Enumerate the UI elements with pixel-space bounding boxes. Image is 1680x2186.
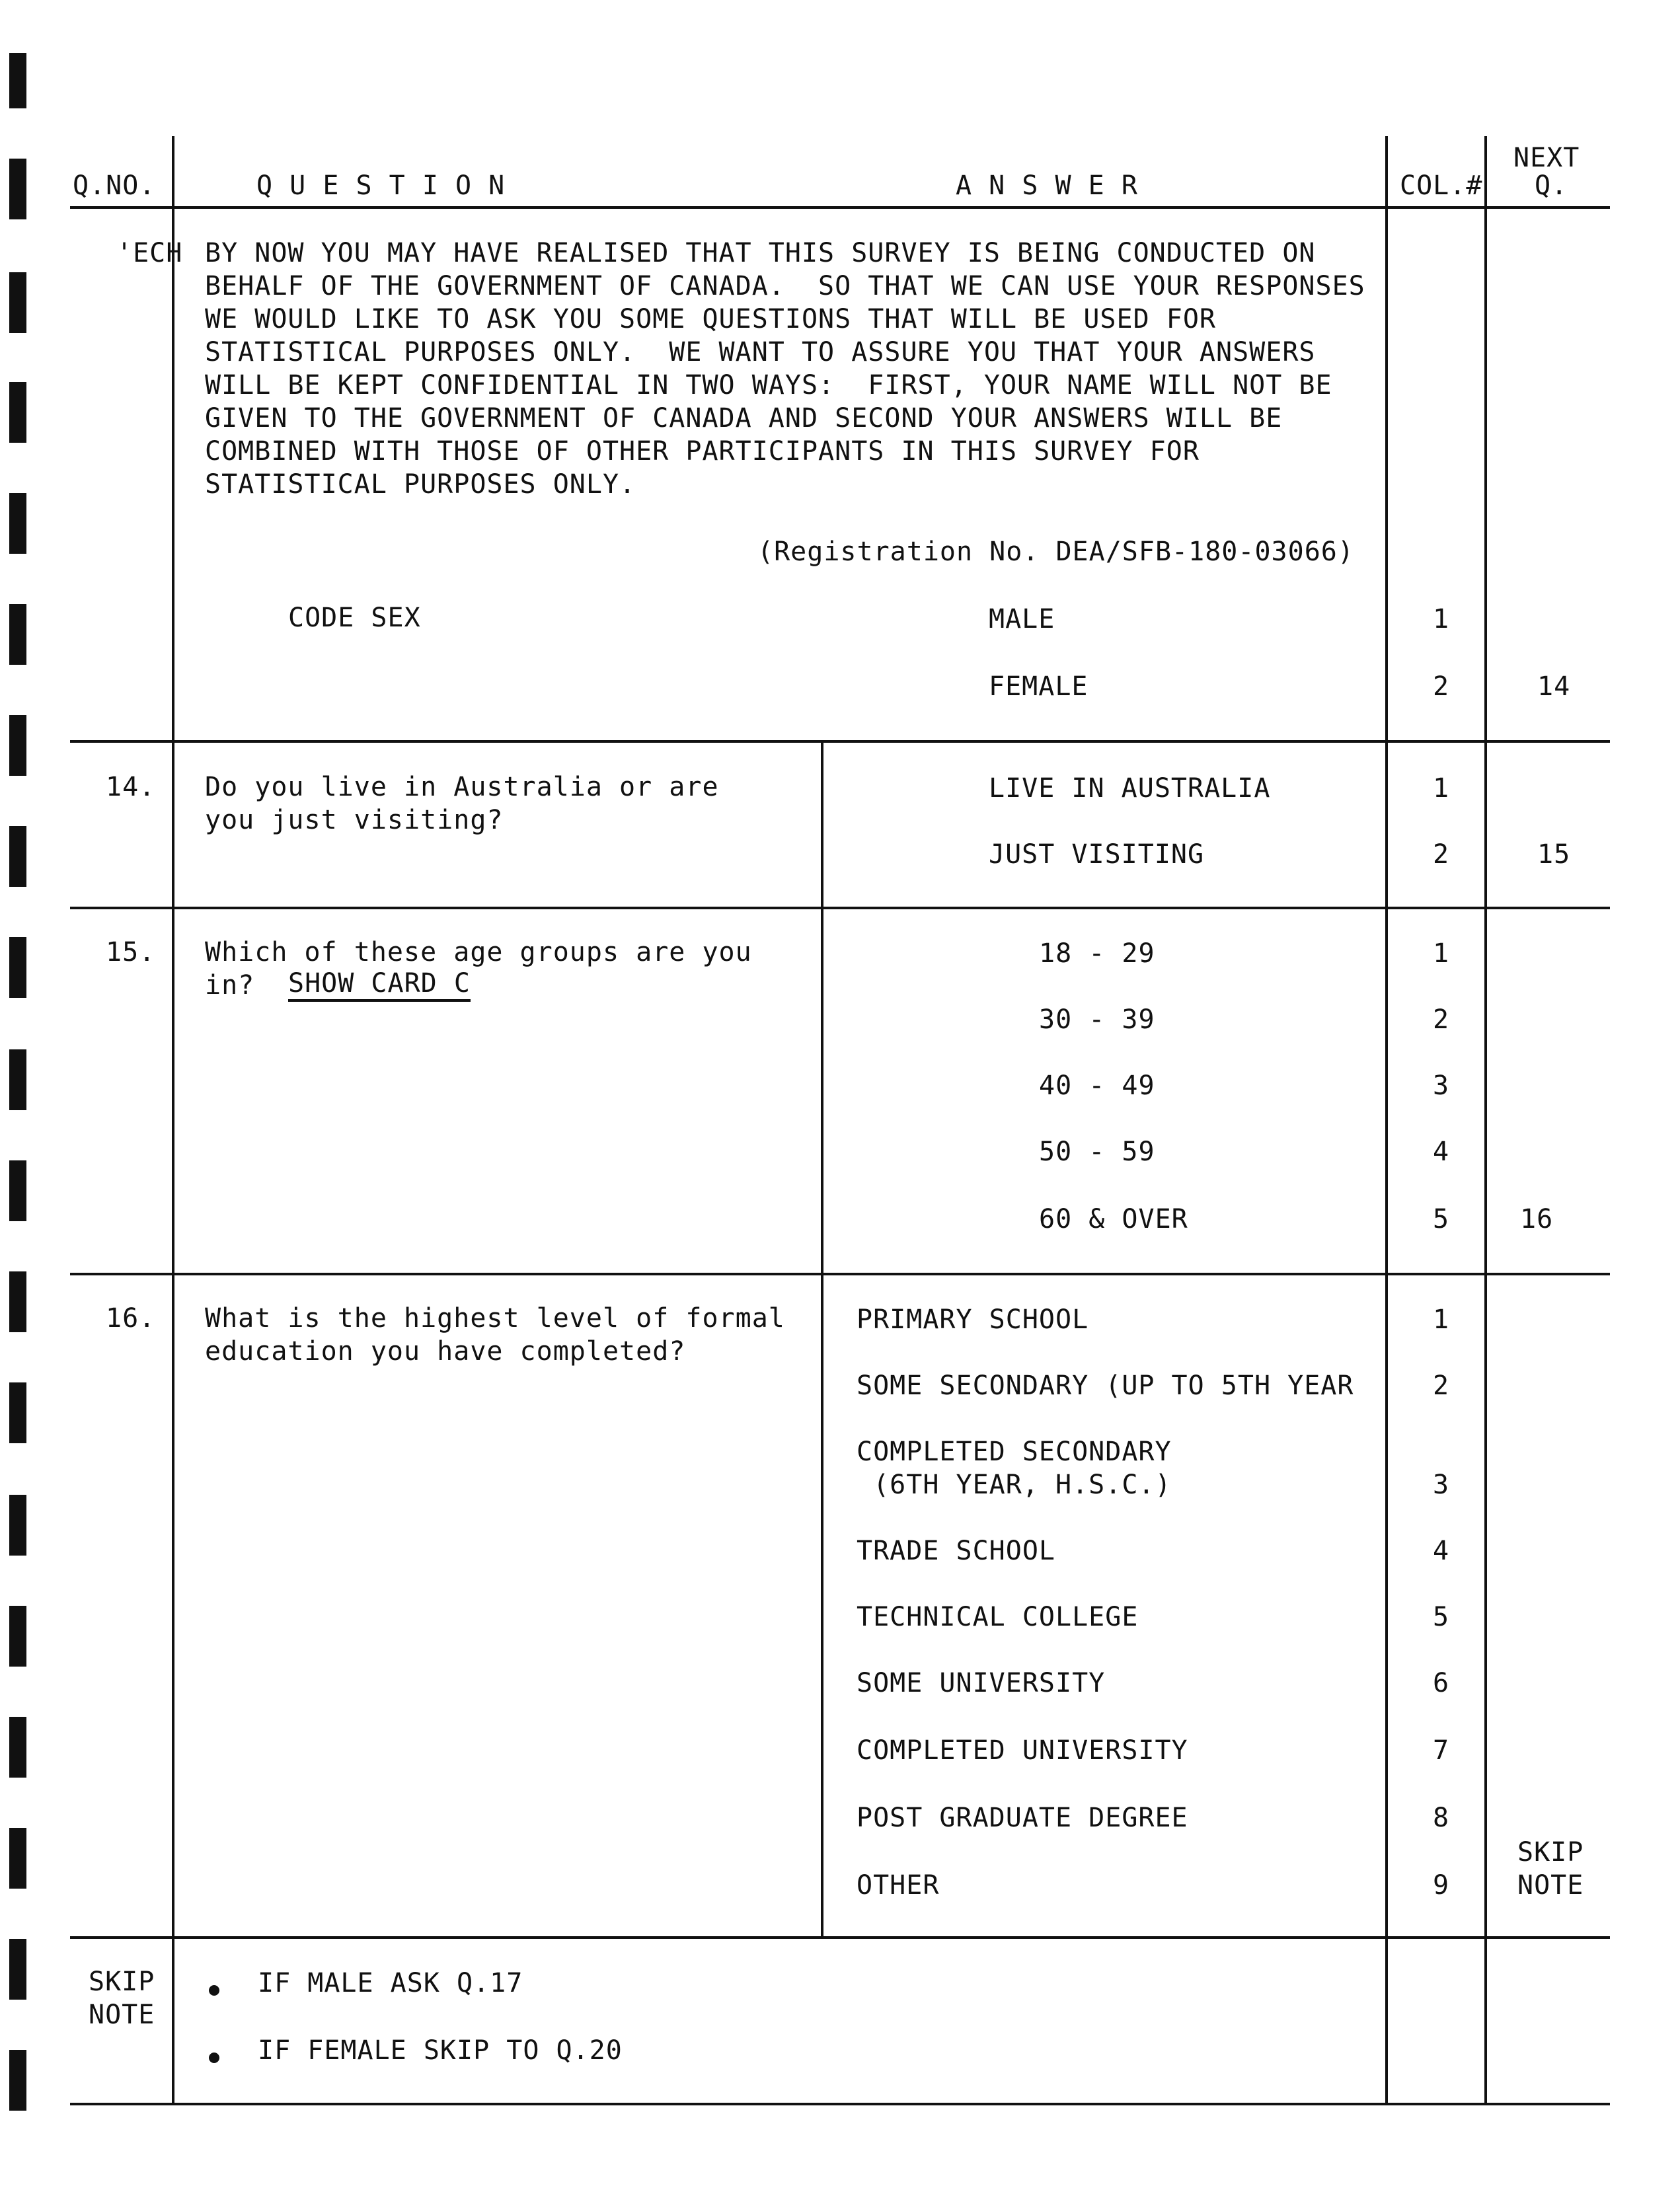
header-col: COL.# <box>1400 170 1483 201</box>
answer-label: 40 - 49 <box>1039 1071 1155 1101</box>
answer-code: 7 <box>1433 1735 1450 1766</box>
answer-code: 1 <box>1433 604 1450 634</box>
show-card-instruction: SHOW CARD C <box>288 969 471 1002</box>
binder-mark <box>9 1382 26 1443</box>
answer-label: TRADE SCHOOL <box>857 1536 1055 1566</box>
bullet-icon <box>209 2053 219 2063</box>
binder-mark <box>9 1828 26 1889</box>
question-text: in? <box>205 970 255 1000</box>
tech-text-line: WE WOULD LIKE TO ASK YOU SOME QUESTIONS THAT WILL BE USED FOR <box>205 304 1217 334</box>
answer-label: POST GRADUATE DEGREE <box>857 1803 1188 1833</box>
answer-label: SOME UNIVERSITY <box>857 1668 1106 1698</box>
skip-instruction: IF FEMALE SKIP TO Q.20 <box>258 2035 623 2066</box>
answer-label: 18 - 29 <box>1039 938 1155 969</box>
question-text: Which of these age groups are you <box>205 937 752 967</box>
question-number: 16. <box>106 1303 156 1334</box>
answer-label: COMPLETED UNIVERSITY <box>857 1735 1188 1766</box>
tech-text-line: STATISTICAL PURPOSES ONLY. <box>205 469 636 500</box>
binder-mark <box>9 1160 26 1221</box>
answer-code: 9 <box>1433 1870 1450 1901</box>
answer-label: FEMALE <box>989 671 1088 702</box>
answer-code: 2 <box>1433 839 1450 870</box>
answer-code: 4 <box>1433 1536 1450 1566</box>
binder-mark <box>9 1939 26 2000</box>
question-number: 14. <box>106 772 156 802</box>
registration-number: (Registration No. DEA/SFB-180-03066) <box>757 537 1354 567</box>
answer-code: 3 <box>1433 1071 1450 1101</box>
tech-text-line: STATISTICAL PURPOSES ONLY. WE WANT TO ASSURE YOU THAT YOUR ANSWERS <box>205 337 1316 367</box>
tech-text-line: BEHALF OF THE GOVERNMENT OF CANADA. SO THAT WE CAN USE YOUR RESPONSES <box>205 271 1365 301</box>
bullet-icon <box>209 1985 219 1996</box>
binder-mark <box>9 937 26 998</box>
binder-mark <box>9 272 26 333</box>
binder-mark <box>9 604 26 665</box>
skip-note-label: NOTE <box>89 2000 155 2030</box>
answer-label: OTHER <box>857 1870 940 1901</box>
question-text: you just visiting? <box>205 805 504 835</box>
answer-label: JUST VISITING <box>989 839 1205 870</box>
answer-label-continued: (6TH YEAR, H.S.C.) <box>857 1470 1172 1500</box>
skip-note-label: SKIP <box>89 1967 155 1997</box>
answer-label: COMPLETED SECONDARY <box>857 1437 1172 1467</box>
tech-qno: 'ECH <box>116 238 183 268</box>
answer-code: 3 <box>1433 1470 1450 1500</box>
binder-mark <box>9 2050 26 2111</box>
answer-label: 50 - 59 <box>1039 1137 1155 1167</box>
answer-label: PRIMARY SCHOOL <box>857 1304 1089 1335</box>
answer-code: 5 <box>1433 1602 1450 1632</box>
binder-mark <box>9 53 26 108</box>
answer-code: 8 <box>1433 1803 1450 1833</box>
header-question: Q U E S T I O N <box>256 170 506 201</box>
header-qno: Q.NO. <box>73 170 156 201</box>
binder-mark <box>9 493 26 554</box>
binder-mark <box>9 1271 26 1332</box>
skip-instruction: IF MALE ASK Q.17 <box>258 1968 523 1998</box>
header-next-q: Q. <box>1535 170 1568 201</box>
answer-label: SOME SECONDARY (UP TO 5TH YEAR <box>857 1371 1354 1401</box>
binder-mark <box>9 382 26 443</box>
answer-code: 1 <box>1433 1304 1450 1335</box>
binder-mark <box>9 1606 26 1667</box>
next-question: 15 <box>1537 839 1571 870</box>
tech-text-line: COMBINED WITH THOSE OF OTHER PARTICIPANTS IN THIS SURVEY FOR <box>205 436 1200 467</box>
answer-code: 4 <box>1433 1137 1450 1167</box>
answer-code: 5 <box>1433 1204 1450 1234</box>
answer-code: 1 <box>1433 938 1450 969</box>
binder-mark <box>9 1049 26 1110</box>
answer-label: 60 & OVER <box>1039 1204 1188 1234</box>
binder-mark <box>9 826 26 887</box>
next-skip: SKIP <box>1517 1837 1584 1867</box>
answer-label: MALE <box>989 604 1055 634</box>
answer-label: 30 - 39 <box>1039 1004 1155 1035</box>
binder-mark <box>9 1717 26 1778</box>
answer-code: 1 <box>1433 773 1450 804</box>
header-answer: A N S W E R <box>956 170 1138 201</box>
header-next: NEXT <box>1513 143 1580 173</box>
answer-code: 2 <box>1433 1004 1450 1035</box>
tech-text-line: GIVEN TO THE GOVERNMENT OF CANADA AND SECOND YOUR ANSWERS WILL BE <box>205 403 1283 433</box>
binder-mark <box>9 159 26 219</box>
answer-code: 2 <box>1433 1371 1450 1401</box>
question-number: 15. <box>106 937 156 967</box>
next-question: 14 <box>1537 671 1571 702</box>
tech-text-line: WILL BE KEPT CONFIDENTIAL IN TWO WAYS: FIRST, YOUR NAME WILL NOT BE <box>205 370 1332 400</box>
binder-mark <box>9 1495 26 1556</box>
answer-code: 6 <box>1433 1668 1450 1698</box>
binder-mark <box>9 715 26 776</box>
tech-text-line: BY NOW YOU MAY HAVE REALISED THAT THIS SURVEY IS BEING CONDUCTED ON <box>205 238 1316 268</box>
question-text: Do you live in Australia or are <box>205 772 719 802</box>
question-text: What is the highest level of formal <box>205 1303 785 1334</box>
answer-label: LIVE IN AUSTRALIA <box>989 773 1271 804</box>
code-sex-label: CODE SEX <box>288 603 421 633</box>
answer-label: TECHNICAL COLLEGE <box>857 1602 1139 1632</box>
next-question: 16 <box>1520 1204 1554 1234</box>
answer-code: 2 <box>1433 671 1450 702</box>
next-skip-note: NOTE <box>1517 1870 1584 1901</box>
question-text: education you have completed? <box>205 1336 686 1367</box>
